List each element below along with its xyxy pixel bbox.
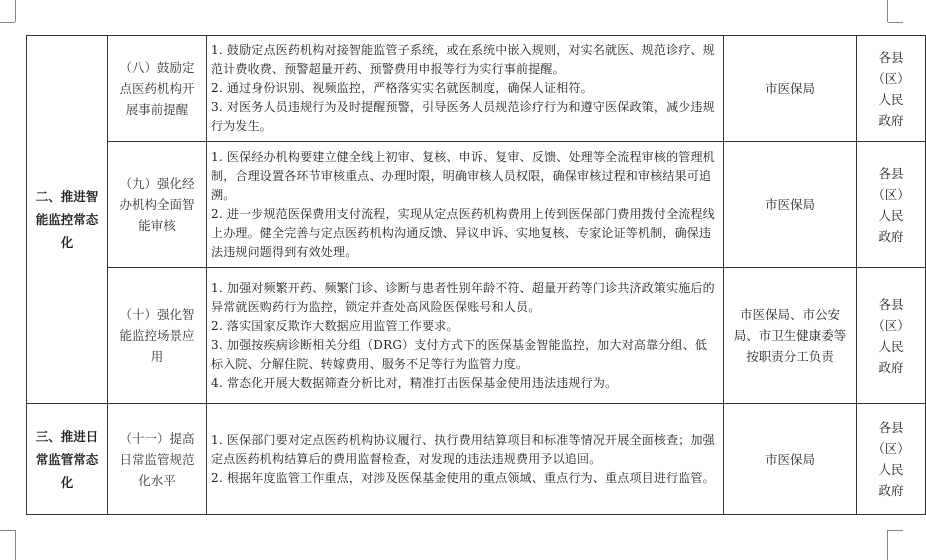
content-paragraph: 3. 对医务人员违规行为及时提醒预警，引导医务人员规范诊疗行为和遵守医保政策，减少违规行为发生。 (211, 100, 715, 133)
crop-mark (887, 530, 888, 560)
section-title-three: 三、推进日常监管常态化 (27, 404, 108, 515)
responsible-unit: 各县 （区） 人民 政府 (857, 36, 926, 142)
lead-department: 市医保局、市公安局、市卫生健康委等按职责分工负责 (724, 268, 857, 404)
item-content (207, 36, 724, 142)
crop-mark (888, 22, 903, 23)
content-paragraph: 2. 落实国家反欺诈大数据应用监管工作要求。 (211, 318, 459, 333)
item-title: （八）鼓励定点医药机构开展事前提醒 (108, 36, 207, 142)
crop-mark (887, 0, 888, 22)
crop-mark (0, 22, 15, 23)
content-paragraph: 2. 进一步规范医保费用支付流程，实现从定点医药机构费用上传到医保部门费用拨付全流程线上办理。健全完善与定点医药机构沟通反馈、异议申诉、实地复核、专家论证等机制，确保违法违规问题得到有效处理。 (211, 206, 715, 259)
lead-department: 市医保局 (724, 36, 857, 142)
item-title: （十）强化智能监控场景应用 (108, 268, 207, 404)
responsible-unit: 各县 （区） 人民 政府 (857, 268, 926, 404)
content-paragraph: 2. 通过身份识别、视频监控，严格落实实名就医制度，确保人证相符。 (211, 81, 593, 95)
crop-mark (15, 530, 16, 560)
content-paragraph: 1. 加强对频繁开药、频繁门诊、诊断与患者性别年龄不符、超量开药等门诊共济政策实施后的异常就医购药行为监控，锁定并查处高风险医保账号和人员。 (211, 280, 715, 314)
content-paragraph: 1. 医保部门要对定点医药机构协议履行、执行费用结算项目和标准等情况开展全面核查；加强定点医药机构结算后的费用监督检查，对发现的违法违规费用予以追回。 (211, 432, 715, 466)
table-row (27, 268, 926, 404)
section-title-two: 二、推进智能监控常态化 (27, 36, 108, 404)
item-title: （九）强化经办机构全面智能审核 (108, 142, 207, 268)
lead-department: 市医保局 (724, 142, 857, 268)
lead-department: 市医保局 (724, 404, 857, 515)
responsible-unit: 各县 （区） 人民 政府 (857, 142, 926, 268)
item-content (207, 142, 724, 268)
item-title: （十一）提高日常监管规范化水平 (108, 404, 207, 515)
content-paragraph: 4. 常态化开展大数据筛查分析比对，精准打击医保基金使用违法违规行为。 (211, 375, 618, 390)
crop-mark (0, 530, 15, 531)
content-paragraph: 1. 鼓励定点医药机构对接智能监管子系统，或在系统中嵌入规则，对实名就医、规范诊疗、规范计费收费、预警超量开药、预警费用申报等行为实行事前提醒。 (211, 43, 715, 76)
crop-mark (888, 530, 903, 531)
content-paragraph: 3. 加强按疾病诊断相关分组（DRG）支付方式下的医保基金智能监控，加大对高靠分组、低标入院、分解住院、转嫁费用、服务不足等行为监管力度。 (211, 337, 708, 371)
task-table (26, 35, 926, 515)
content-paragraph: 1. 医保经办机构要建立健全线上初审、复核、申诉、复审、反馈、处理等全流程审核的管理机制，合理设置各环节审核重点、办理时限，明确审核人员权限，确保审核过程和审核结果可追溯。 (211, 149, 715, 202)
content-paragraph: 2. 根据年度监管工作重点，对涉及医保基金使用的重点领域、重点行为、重点项目进行监管。 (211, 470, 715, 485)
crop-mark (15, 0, 16, 22)
table-row (27, 36, 926, 142)
item-content (207, 404, 724, 515)
table-row (27, 404, 926, 515)
item-content (207, 268, 724, 404)
responsible-unit: 各县 （区） 人民 政府 (857, 404, 926, 515)
table-row (27, 142, 926, 268)
